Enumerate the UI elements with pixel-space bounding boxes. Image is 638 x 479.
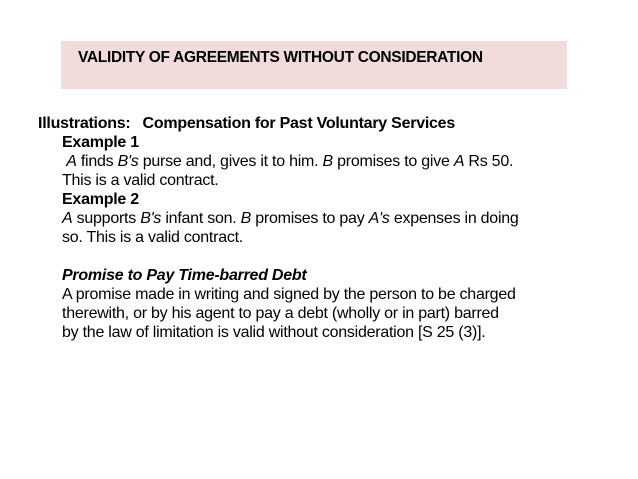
text-fragment: A — [66, 153, 77, 170]
debt-heading — [38, 266, 618, 285]
slide-title-bar — [61, 41, 567, 89]
text-fragment: B — [240, 210, 252, 227]
text-fragment: B's — [140, 210, 162, 227]
debt-heading-text: Promise to Pay Time-barred Debt — [62, 267, 307, 284]
debt-line-1: A promise made in writing and signed by the person to be charged — [62, 286, 516, 303]
example-1-line-2: This is a valid contract. — [62, 172, 219, 189]
text-fragment: expenses in doing — [389, 210, 519, 227]
text-fragment: A — [453, 153, 465, 170]
illustrations-label: Illustrations: — [38, 115, 131, 132]
debt-line-3: by the law of limitation is valid without consideration [S 25 (3)]. — [62, 324, 486, 341]
text-fragment: purse and, gives it to him. — [138, 153, 323, 170]
text-fragment: B's — [117, 153, 139, 170]
text-fragment: promises to pay — [251, 210, 369, 227]
slide-title: VALIDITY OF AGREEMENTS WITHOUT CONSIDERATION — [78, 49, 483, 66]
text-fragment: supports — [72, 210, 141, 227]
text-fragment: promises to give — [332, 153, 454, 170]
example-1-line-1 — [38, 152, 618, 171]
debt-line-2: therewith, or by his agent to pay a debt (wholly or in part) barred — [62, 305, 499, 322]
text-fragment: finds — [76, 153, 118, 170]
illustrations-line — [38, 114, 618, 133]
text-fragment: A's — [368, 210, 390, 227]
example-2-line-2: so. This is a valid contract. — [62, 229, 243, 246]
text-fragment: infant son. — [161, 210, 241, 227]
example-1-heading: Example 1 — [62, 134, 139, 151]
example-2-line-1 — [38, 209, 618, 228]
text-fragment: B — [322, 153, 333, 170]
example-2-heading: Example 2 — [62, 191, 139, 208]
text-fragment: Rs 50. — [464, 153, 514, 170]
illustrations-topic: Compensation for Past Voluntary Services — [142, 115, 455, 132]
spacer — [38, 247, 618, 266]
slide-body — [38, 114, 618, 342]
text-fragment: A — [62, 210, 73, 227]
